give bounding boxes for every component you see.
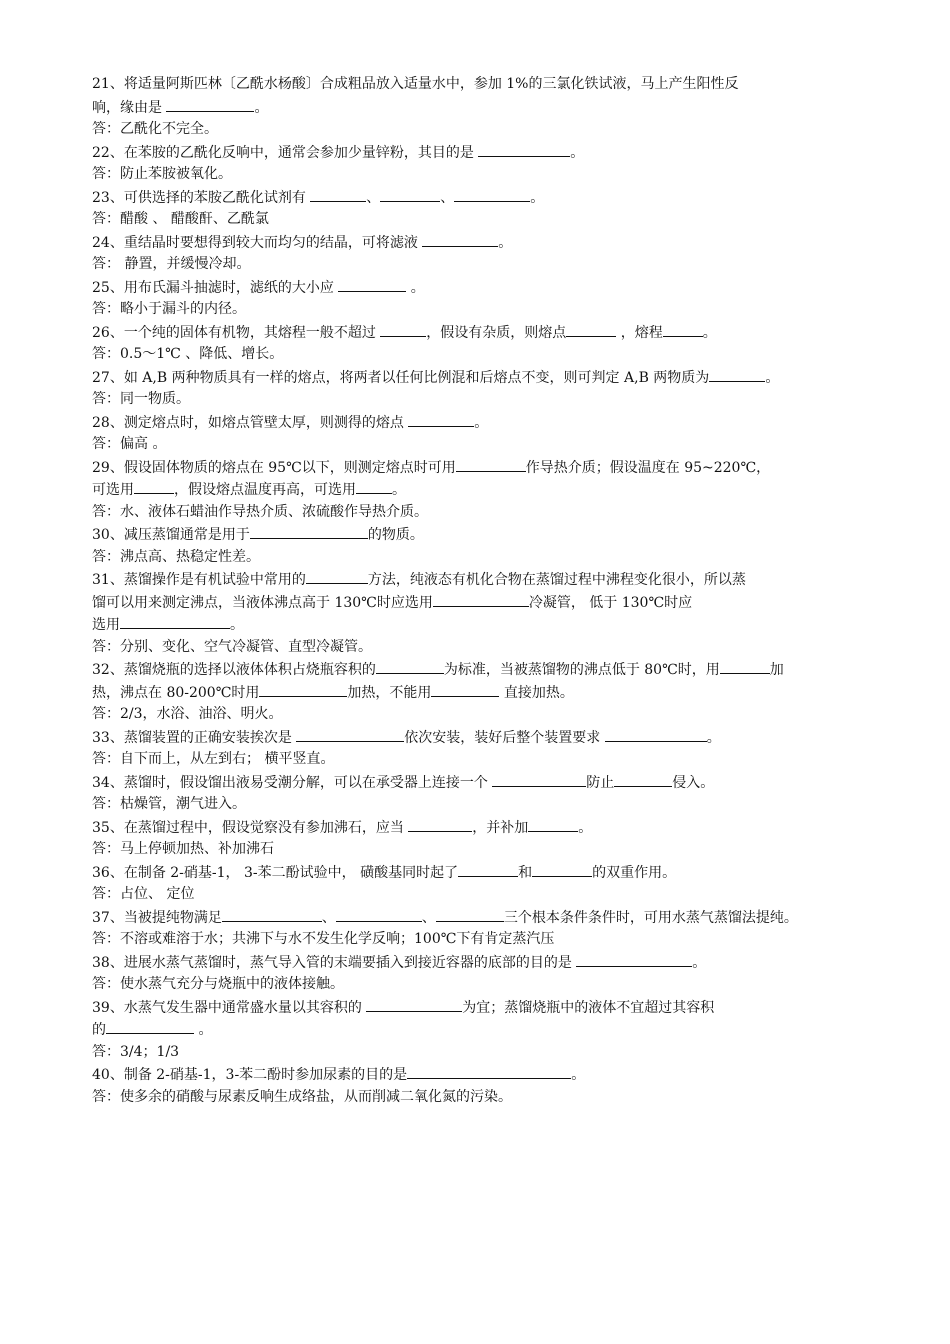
line-text: 作导热介质；假设温度在 95~220℃， (525, 459, 771, 476)
line-text: 为宜；蒸馏烧瓶中的液体不宜超过其容积 (462, 999, 715, 1016)
line-text: 可选用 (92, 482, 134, 498)
question-line (92, 1018, 856, 1041)
fill-blank (166, 96, 254, 112)
fill-blank (663, 321, 703, 337)
fill-blank (366, 996, 462, 1012)
fill-blank (478, 141, 570, 157)
answer-line (92, 838, 856, 861)
line-text: ，并补加 (472, 819, 529, 836)
line-text: 加热，不能用 (347, 684, 432, 701)
fill-blank (338, 276, 406, 292)
answer-line (92, 298, 856, 321)
line-text: 答：使多余的硝酸与尿素反响生成络盐，从而削减二氧化氮的污染。 (92, 1088, 512, 1105)
line-text: 答：3/4；1/3 (92, 1043, 180, 1060)
line-text: 加 (769, 662, 784, 678)
line-text: 答：偏高 。 (92, 436, 167, 452)
fill-blank (433, 591, 529, 607)
fill-blank (250, 523, 368, 539)
fill-blank (222, 906, 322, 922)
question-line (92, 658, 856, 681)
fill-blank (614, 771, 672, 787)
line-text: 冷凝管， 低于 130℃时应 (528, 594, 693, 611)
line-text: 38、进展水蒸气蒸馏时，蒸气导入管的末端要插入到接近容器的底部的目的是 (92, 954, 577, 971)
line-text: 馏可以用来测定沸点，当液体沸点高于 130℃时应选用 (92, 594, 433, 611)
line-text: 答：自下而上，从左到右； 横平竖直。 (92, 751, 335, 767)
question-line (92, 816, 856, 839)
line-text: 31、蒸馏操作是有机试验中常用的 (92, 572, 306, 588)
line-text: 答：略小于漏斗的内径。 (92, 301, 246, 317)
question-line (92, 771, 856, 794)
line-text: 40、制备 2-硝基-1，3-苯二酚时参加尿素的目的是 (92, 1067, 408, 1083)
fill-blank (310, 186, 366, 202)
fill-blank (106, 1018, 194, 1034)
line-text: 。 (706, 729, 721, 746)
line-text: 、 (366, 189, 381, 206)
line-text: 、 (321, 909, 336, 926)
line-text: 为标准，当被蒸馏物的沸点低于 80℃时，用 (443, 662, 720, 678)
line-text: 依次安装，装好后整个装置要求 (404, 729, 605, 746)
question-line (92, 681, 856, 704)
line-text: 。 (406, 279, 425, 296)
question-line (92, 456, 856, 479)
line-text: 。 (702, 324, 717, 341)
line-text: 直接加热。 (499, 684, 574, 701)
line-text: 答：占位、 定位 (92, 886, 195, 902)
line-text: 答：乙酰化不完全。 (92, 121, 218, 137)
question-line (92, 96, 856, 119)
line-text: 答：同一物质。 (92, 391, 190, 407)
question-line (92, 613, 856, 636)
answer-line (92, 501, 856, 524)
line-text: 答：0.5～1℃ 、降低、增长。 (92, 346, 284, 362)
fill-blank (436, 906, 504, 922)
line-text: 答：醋酸 、 醋酸酐、乙酰氯 (92, 211, 269, 227)
fill-blank (296, 726, 404, 742)
question-line (92, 276, 856, 299)
line-text: 。 (498, 234, 513, 251)
fill-blank (456, 456, 526, 472)
fill-blank (566, 321, 616, 337)
line-text: ，熔程 (616, 324, 663, 341)
answer-line (92, 883, 856, 906)
fill-blank (408, 411, 474, 427)
line-text: 28、测定熔点时，如熔点管壁太厚，则测得的熔点 (92, 414, 409, 431)
answer-line (92, 973, 856, 996)
question-line (92, 411, 856, 434)
fill-blank (422, 231, 498, 247)
line-text: 侵入。 (672, 774, 715, 791)
fill-blank (306, 568, 368, 584)
line-text: 22、在苯胺的乙酰化反响中，通常会参加少量锌粉，其目的是 (92, 144, 479, 161)
line-text: 39、水蒸气发生器中通常盛水量以其容积的 (92, 999, 367, 1016)
fill-blank (431, 681, 499, 697)
line-text: 答：马上停顿加热、补加沸石 (92, 841, 274, 857)
question-line (92, 73, 856, 96)
question-line (92, 141, 856, 164)
line-text: 热，沸点在 80-200℃时用 (92, 684, 260, 701)
line-text: 答：水、液体石蜡油作导热介质、浓硫酸作导热介质。 (92, 503, 428, 520)
line-text: 的 (92, 1022, 106, 1038)
question-line (92, 568, 856, 591)
answer-line (92, 1041, 856, 1064)
line-text: 答：使水蒸气充分与烧瓶中的液体接触。 (92, 976, 344, 992)
question-line (92, 861, 856, 884)
answer-line (92, 433, 856, 456)
fill-blank (720, 658, 770, 674)
fill-blank (336, 906, 422, 922)
line-text: 响，缘由是 (92, 99, 167, 116)
line-text: 。 (765, 369, 780, 386)
fill-blank (407, 1063, 571, 1079)
fill-blank (709, 366, 765, 382)
line-text: ，假设有杂质，则熔点 (426, 324, 567, 341)
line-text: 三个根本条件条件时，可用水蒸气蒸馏法提纯。 (503, 909, 798, 926)
document-body (92, 73, 856, 1108)
line-text: 、 (440, 189, 455, 206)
answer-line (92, 388, 856, 411)
line-text: 和 (518, 864, 533, 881)
answer-line (92, 253, 856, 276)
line-text: 防止 (586, 774, 615, 791)
line-text: 。 (254, 99, 269, 116)
answer-line (92, 928, 856, 951)
question-line (92, 366, 856, 389)
line-text: 方法，纯液态有机化合物在蒸馏过程中沸程变化很小，所以蒸 (367, 572, 746, 588)
fill-blank (605, 726, 707, 742)
fill-blank (458, 861, 518, 877)
answer-line (92, 703, 856, 726)
line-text: ，假设熔点温度再高，可选用 (174, 482, 356, 498)
line-text: 34、蒸馏时，假设馏出液易受潮分解，可以在承受器上连接一个 (92, 774, 493, 791)
fill-blank (454, 186, 530, 202)
line-text: 23、可供选择的苯胺乙酰化试剂有 (92, 189, 311, 206)
line-text: 答：分别、变化、空气冷凝管、直型冷凝管。 (92, 638, 372, 655)
fill-blank (492, 771, 586, 787)
fill-blank (134, 478, 174, 494)
question-line (92, 321, 856, 344)
question-line (92, 591, 856, 614)
line-text: 32、蒸馏烧瓶的选择以液体体积占烧瓶容积的 (92, 662, 376, 678)
question-line (92, 523, 856, 546)
answer-line (92, 636, 856, 659)
line-text: 24、重结晶时要想得到较大而均匀的结晶，可将滤液 (92, 234, 423, 251)
question-line (92, 906, 856, 929)
line-text: 。 (230, 617, 244, 633)
question-line (92, 1063, 856, 1086)
line-text: 35、在蒸馏过程中，假设觉察没有参加沸石，应当 (92, 819, 409, 836)
line-text: 、 (421, 909, 436, 926)
answer-line (92, 343, 856, 366)
answer-line (92, 793, 856, 816)
question-line (92, 951, 856, 974)
line-text: 。 (692, 954, 707, 971)
fill-blank (528, 816, 578, 832)
fill-blank (259, 681, 347, 697)
answer-line (92, 1086, 856, 1109)
fill-blank (576, 951, 692, 967)
line-text: 答：沸点高、热稳定性差。 (92, 548, 260, 565)
line-text: 37、当被提纯物满足 (92, 909, 222, 926)
line-text: 的物质。 (367, 527, 424, 543)
answer-line (92, 118, 856, 141)
fill-blank (120, 613, 230, 629)
answer-line (92, 163, 856, 186)
line-text: 。 (578, 819, 593, 836)
answer-line (92, 748, 856, 771)
fill-blank (408, 816, 472, 832)
line-text: 答：2/3，水浴、油浴、明火。 (92, 706, 283, 722)
fill-blank (356, 478, 392, 494)
line-text: 33、蒸馏装置的正确安装挨次是 (92, 729, 297, 746)
answer-line (92, 208, 856, 231)
line-text: 27、如 A,B 两种物质具有一样的熔点，将两者以任何比例混和后熔点不变，则可判定 A,B 两物质为 (92, 369, 710, 386)
line-text: 25、用布氏漏斗抽滤时，滤纸的大小应 (92, 279, 339, 296)
line-text: 。 (392, 482, 406, 498)
fill-blank (380, 186, 440, 202)
line-text: 。 (530, 189, 545, 206)
question-line (92, 186, 856, 209)
line-text: 26、一个纯的固体有机物，其熔程一般不超过 (92, 324, 381, 341)
fill-blank (532, 861, 592, 877)
line-text: 的双重作用。 (592, 864, 677, 881)
question-line (92, 478, 856, 501)
line-text: 。 (194, 1022, 213, 1038)
line-text: 29、假设固体物质的熔点在 95℃以下，则测定熔点时可用 (92, 459, 456, 476)
line-text: 36、在制备 2-硝基-1， 3-苯二酚试验中， 磺酸基同时起了 (92, 864, 459, 881)
line-text: 答： 静置，并缓慢冷却。 (92, 256, 251, 272)
line-text: 。 (474, 414, 489, 431)
line-text: 21、将适量阿斯匹林〔乙酰水杨酸〕合成粗品放入适量水中，参加 1%的三氯化铁试液，马上产生阳性反 (92, 76, 739, 92)
line-text: 答：防止苯胺被氧化。 (92, 166, 232, 182)
fill-blank (376, 658, 444, 674)
question-line (92, 996, 856, 1019)
answer-line (92, 546, 856, 569)
question-line (92, 231, 856, 254)
fill-blank (380, 321, 426, 337)
line-text: 选用 (92, 617, 120, 633)
question-line (92, 726, 856, 749)
line-text: 。 (571, 1067, 586, 1083)
line-text: 30、减压蒸馏通常是用于 (92, 527, 250, 543)
line-text: 答：枯燥管，潮气进入。 (92, 796, 246, 812)
line-text: 。 (570, 144, 585, 161)
line-text: 答：不溶或难溶于水；共沸下与水不发生化学反响；100℃下有肯定蒸汽压 (92, 931, 555, 947)
